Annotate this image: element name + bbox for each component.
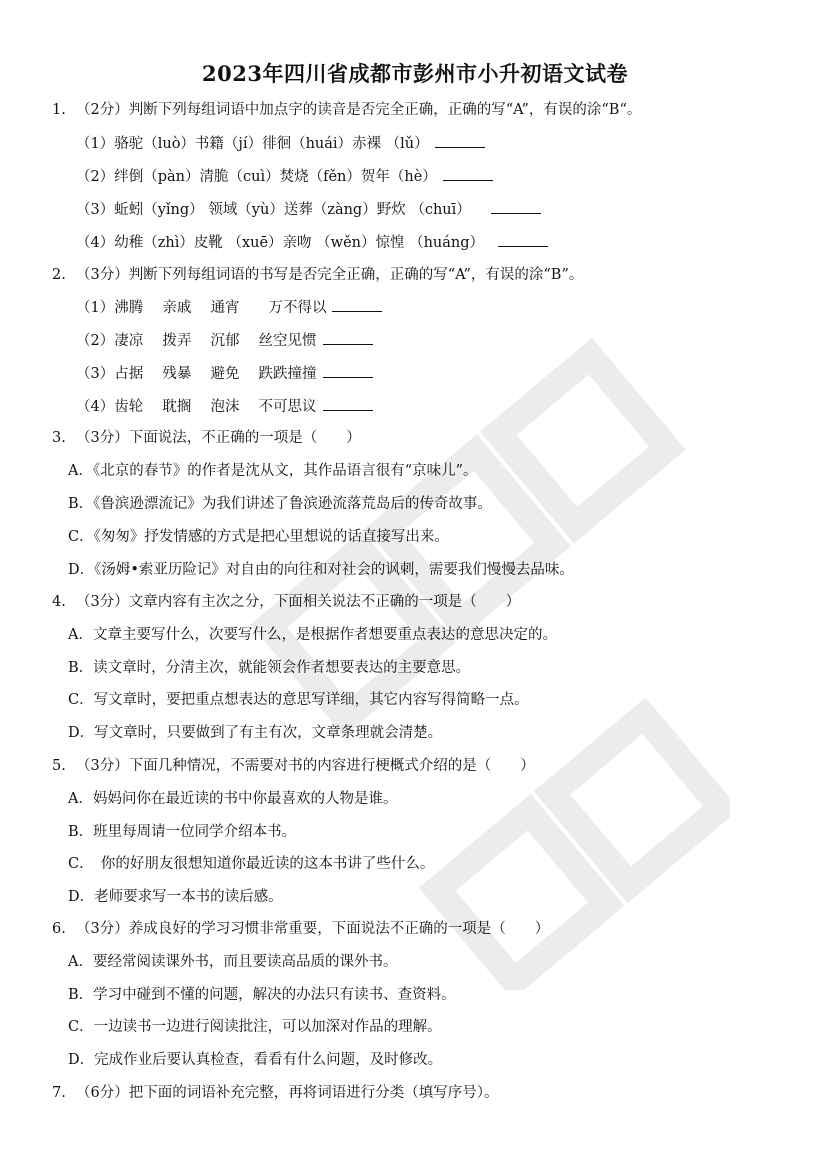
page-title: 2023年四川省成都市彭州市小升初语文试卷 bbox=[202, 61, 628, 86]
option-a[interactable]: A．妈妈问你在最近读的书中你最喜欢的人物是谁。 bbox=[68, 791, 398, 807]
answer-blank[interactable] bbox=[332, 297, 382, 312]
question-1-item-4: （4）幼稚（zhì）皮靴 （xuē）亲吻 （wěn）惊惶 （huáng） bbox=[76, 232, 548, 253]
answer-blank[interactable] bbox=[435, 133, 485, 148]
question-7 bbox=[52, 1083, 498, 1103]
question-text: （3分）下面几种情况，不需要对书的内容进行梗概式介绍的是（ ） bbox=[76, 758, 535, 774]
question-4 bbox=[52, 592, 520, 612]
option-d[interactable]: D．完成作业后要认真检查，看看有什么问题，及时修改。 bbox=[68, 1052, 443, 1068]
option-d[interactable]: D．老师要求写一本书的读后感。 bbox=[68, 889, 283, 905]
option-d[interactable]: D．写文章时，只要做到了有主有次，文章条理就会清楚。 bbox=[68, 725, 443, 741]
question-1-item-3: （3）蚯蚓（yǐng） 领域（yù）送葬（zàng）野炊 （chuī） bbox=[76, 199, 541, 220]
answer-blank[interactable] bbox=[323, 330, 373, 345]
option-c[interactable]: C． 你的好朋友很想知道你最近读的这本书讲了些什么。 bbox=[68, 856, 435, 872]
question-number: 2. bbox=[52, 267, 66, 283]
question-2-item-4: （4）齿轮 耽搁 泡沫 不可思议 bbox=[76, 396, 373, 417]
question-2-item-3: （3）占据 残暴 避免 跌跌撞撞 bbox=[76, 363, 373, 384]
question-2-item-1: （1）沸腾 亲戚 通宵 万不得以 bbox=[76, 297, 382, 318]
option-b[interactable]: B．学习中碰到不懂的问题，解决的办法只有读书、查资料。 bbox=[68, 987, 456, 1003]
question-text: （3分）养成良好的学习习惯非常重要，下面说法不正确的一项是（ ） bbox=[76, 921, 550, 937]
option-c[interactable]: C．一边读书一边进行阅读批注，可以加深对作品的理解。 bbox=[68, 1019, 442, 1035]
question-1 bbox=[52, 100, 641, 120]
question-1-item-2: （2）绊倒（pàn）清脆（cuì）焚烧（fěn）贺年（hè） bbox=[76, 166, 493, 187]
option-c[interactable]: C．《匆匆》抒发情感的方式是把心里想说的话直接写出来。 bbox=[68, 529, 449, 545]
option-b[interactable]: B．班里每周请一位同学介绍本书。 bbox=[68, 824, 297, 840]
question-2-item-2: （2）凄凉 拨弄 沉郁 丝空见惯 bbox=[76, 330, 373, 351]
question-text: （2分）判断下列每组词语中加点字的读音是否完全正确，正确的写“A”，有误的涂“B“。 bbox=[76, 102, 642, 118]
question-2 bbox=[52, 265, 583, 285]
question-number: 1. bbox=[52, 102, 66, 118]
option-d[interactable]: D．《汤姆•索亚历险记》对自由的向往和对社会的讽刺，需要我们慢慢去品味。 bbox=[68, 562, 574, 578]
question-number: 4. bbox=[52, 594, 66, 610]
option-a[interactable]: A．要经常阅读课外书，而且要读高品质的课外书。 bbox=[68, 954, 398, 970]
question-number: 5. bbox=[52, 758, 66, 774]
question-number: 6. bbox=[52, 921, 66, 937]
option-a[interactable]: A．文章主要写什么，次要写什么，是根据作者想要重点表达的意思决定的。 bbox=[68, 627, 557, 643]
question-3 bbox=[52, 428, 361, 448]
question-number: 3. bbox=[52, 430, 66, 446]
question-text: （3分）判断下列每组词语的书写是否完全正确，正确的写“A”，有误的涂“B”。 bbox=[76, 267, 584, 283]
question-text: （3分）文章内容有主次之分，下面相关说法不正确的一项是（ ） bbox=[76, 594, 521, 610]
option-b[interactable]: B．《鲁滨逊漂流记》为我们讲述了鲁滨逊流落荒岛后的传奇故事。 bbox=[68, 496, 492, 512]
question-text: （3分）下面说法，不正确的一项是（ ） bbox=[76, 430, 361, 446]
option-b[interactable]: B．读文章时，分清主次，就能领会作者想要表达的主要意思。 bbox=[68, 660, 471, 676]
question-number: 7. bbox=[52, 1085, 66, 1101]
option-c[interactable]: C．写文章时，要把重点想表达的意思写详细，其它内容写得简略一点。 bbox=[68, 692, 529, 708]
answer-blank[interactable] bbox=[491, 199, 541, 214]
question-5 bbox=[52, 756, 535, 776]
question-text: （6分）把下面的词语补充完整，再将词语进行分类（填写序号）。 bbox=[76, 1085, 499, 1101]
answer-blank[interactable] bbox=[323, 363, 373, 378]
question-6 bbox=[52, 919, 549, 939]
option-a[interactable]: A．《北京的春节》的作者是沈从文，其作品语言很有“京味儿”。 bbox=[68, 463, 478, 479]
answer-blank[interactable] bbox=[498, 232, 548, 247]
question-1-item-1: （1）骆驼（luò）书籍（jí）徘徊（huái）赤裸 （lǔ） bbox=[76, 133, 485, 154]
answer-blank[interactable] bbox=[323, 396, 373, 411]
answer-blank[interactable] bbox=[443, 166, 493, 181]
